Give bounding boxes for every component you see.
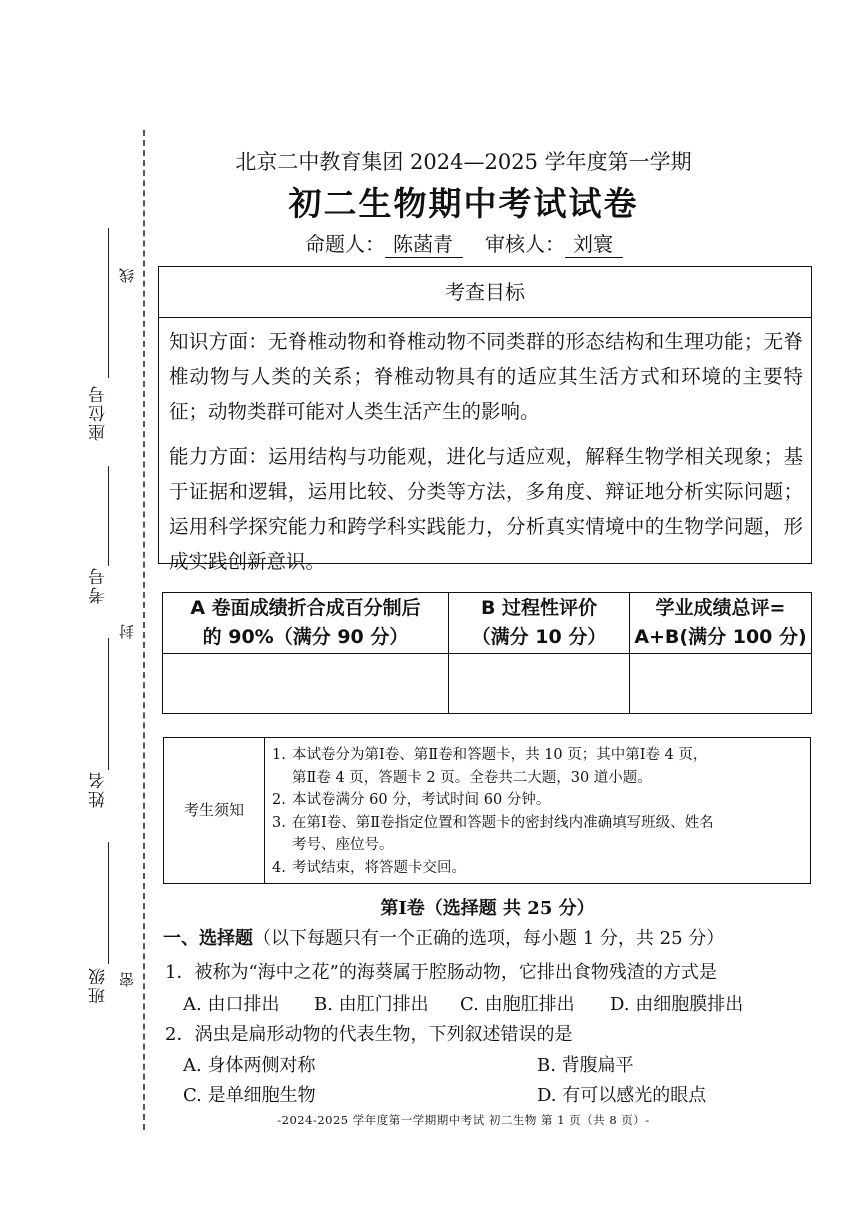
score-cell-a[interactable] [163,654,449,714]
score-header-a-line2: 的 90%（满分 90 分） [202,626,409,648]
school-term: 北京二中教育集团 2024—2025 学年度第一学期 [235,150,692,174]
question-2-option-b: B. 背腹扁平 [537,1055,634,1076]
setter-name: 陈菡青 [385,228,463,258]
notice-item [272,789,802,812]
section-heading-bold: 一、选择题 [163,928,253,949]
notice-label: 考生须知 [164,738,265,883]
question-2-stem: 2．涡虫是扁形动物的代表生物，下列叙述错误的是 [165,1024,573,1045]
score-header-b [449,593,630,654]
score-table [162,592,812,714]
authors-line [305,228,645,258]
objectives-knowledge: 知识方面：无脊椎动物和脊椎动物不同类群的形态结构和生理功能；无脊椎动物与人类的关系；脊椎动物具有的适应其生活方式和环境的主要特征；动物类群可能对人类生活产生的影响。 [169,330,803,423]
notice-item-text: 考试结束，将答题卡交回。 [292,859,466,876]
notice-item-number: 2. [272,792,286,808]
seal-line [143,130,145,1130]
score-cell-b[interactable] [449,654,630,714]
notice-item-text: 本试卷满分 60 分，考试时间 60 分钟。 [292,792,551,808]
seal-mark-seal: 封 [118,624,136,639]
question-1-option-b: B. 由肛门排出 [314,994,429,1015]
score-header-total-line1: 学业成绩总评= [655,597,786,619]
question-1-stem: 1．被称为“海中之花”的海葵属于腔肠动物，它排出食物残渣的方式是 [165,962,717,983]
question-2-option-d: D. 有可以感光的眼点 [537,1085,707,1106]
notice-item-number: 1. [272,747,286,763]
notice-item-number: 4. [272,859,286,876]
notice-item-number: 3. [272,814,286,831]
score-header-a [163,593,449,654]
reviewer-label: 审核人： [485,232,565,256]
seal-mark-secret: 密 [118,972,136,987]
score-entry-row [163,654,812,714]
score-header-b-line2: （满分 10 分） [471,626,607,648]
section-heading-instructions: （以下每题只有一个正确的选项，每小题 1 分，共 25 分） [253,928,725,949]
question-2-option-a: A. 身体两侧对称 [183,1055,316,1076]
section-title: 第Ⅰ卷（选择题 共 25 分） [380,898,595,919]
score-header-total [630,593,812,654]
question-1-option-d: D. 由细胞膜排出 [610,994,744,1015]
notice-item [272,744,802,789]
name-line[interactable] [108,638,109,770]
objectives-ability: 能力方面：运用结构与功能观，进化与适应观，解释生物学相关现象；基于证据和逻辑，运用比较、分类等方法，多角度、辩证地分析实际问题；运用科学探究能力和跨学科实践能力，分析真实情境中的生物学问题，形成实践创新意识。 [169,445,803,573]
score-header-total-line2: A+B(满分 100 分) [634,626,807,648]
class-label: 班级 [89,966,109,1004]
question-1-option-a: A. 由口排出 [183,994,280,1015]
notice-item-text: 第Ⅱ卷 4 页，答题卡 2 页。全卷共二大题，30 道小题。 [292,769,652,786]
score-header-row [163,593,812,654]
reviewer-name: 刘寰 [565,228,623,258]
score-cell-total[interactable] [630,654,812,714]
notice-list [272,744,802,879]
question-2-option-c: C. 是单细胞生物 [183,1085,316,1106]
score-header-a-line1: A 卷面成绩折合成百分制后 [190,597,421,619]
exam-no-label: 考号 [89,566,109,604]
notice-item [272,857,802,880]
notice-box [163,737,811,884]
question-1-option-c: C. 由胞肛排出 [460,994,575,1015]
score-header-b-line1: B 过程性评价 [480,597,598,619]
objectives-heading: 考查目标 [159,267,811,318]
name-label: 姓名 [89,770,109,808]
notice-item-text: 考号、座位号。 [292,837,394,853]
notice-item [272,812,802,857]
exam-title: 初二生物期中考试试卷 [288,184,639,223]
notice-item-text: 本试卷分为第Ⅰ卷、第Ⅱ卷和答题卡，共 10 页；其中第Ⅰ卷 4 页， [292,747,708,763]
seal-mark-line: 线 [118,268,136,283]
page-footer: -2024-2025 学年度第一学期期中考试 初二生物 第 1 页（共 8 页）- [277,1113,650,1127]
seat-line[interactable] [108,228,109,378]
seat-label: 座位号 [89,384,109,441]
objectives-box [158,266,812,573]
exam-no-line[interactable] [108,466,109,566]
notice-item-text: 在第Ⅰ卷、第Ⅱ卷指定位置和答题卡的密封线内准确填写班级、姓名 [292,814,714,831]
setter-label: 命题人： [305,232,385,256]
section-heading [163,924,724,950]
